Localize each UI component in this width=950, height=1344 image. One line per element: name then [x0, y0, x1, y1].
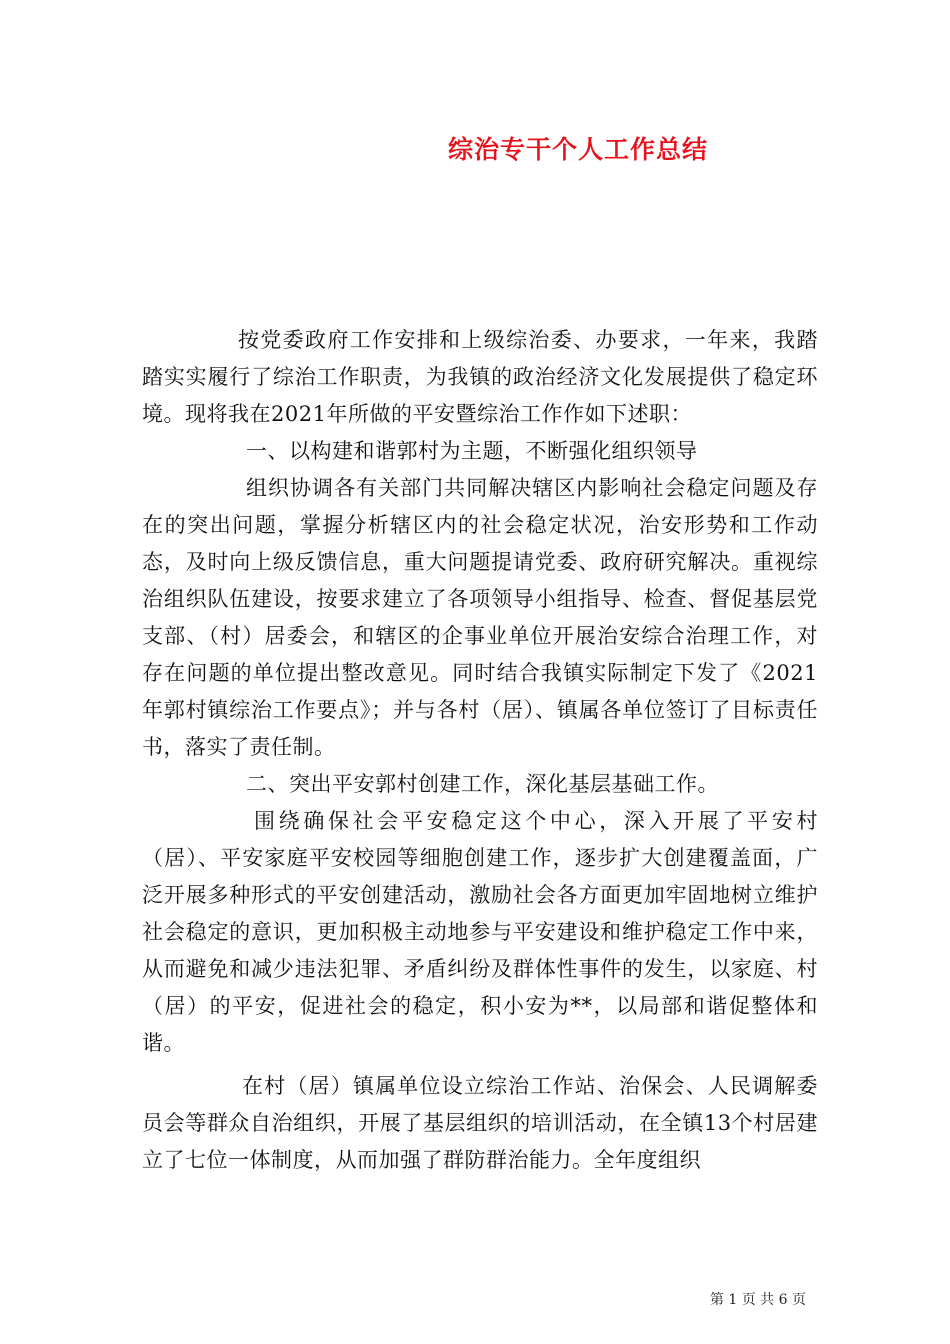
intro-paragraph: 按党委政府工作安排和上级综治委、办要求，一年来，我踏踏实实履行了综治工作职责，为我镇的政治经济文化发展提供了稳定环境。现将我在2021年所做的平安暨综治工作作如下述职：: [142, 328, 818, 426]
section-1-paragraph: 组织协调各有关部门共同解决辖区内影响社会稳定问题及存在的突出问题，掌握分析辖区内的社会稳定状况，治安形势和工作动态，及时向上级反馈信息，重大问题提请党委、政府研究解决。重视综治组织队伍建设，按要求建立了各项领导小组指导、检查、督促基层党支部、（村）居委会，和辖区的企事业单位开展治安综合治理工作，对存在问题的单位提出整改意见。同时结合我镇实际制定下发了《2021年郭村镇综治工作要点》；并与各村（居）、镇属各单位签订了目标责任书，落实了责任制。: [142, 476, 818, 759]
section-2-paragraph-1: 围绕确保社会平安稳定这个中心，深入开展了平安村（居）、平安家庭平安校园等细胞创建工作，逐步扩大创建覆盖面，广泛开展多种形式的平安创建活动，激励社会各方面更加牢固地树立维护社会稳定的意识，更加积极主动地参与平安建设和维护稳定工作中来，从而避免和减少违法犯罪、矛盾纠纷及群体性事件的发生，以家庭、村（居）的平安，促进社会的稳定，积小安为**，以局部和谐促整体和谐。: [142, 809, 818, 1055]
page-number-footer: 第 1 页 共 6 页: [709, 1292, 806, 1308]
document-body: [142, 322, 818, 1179]
section-heading-2: 二、突出平安郭村创建工作，深化基层基础工作。: [246, 772, 719, 796]
document-title: 综治专干个人工作总结: [447, 135, 708, 164]
section-2-paragraph-2: 在村（居）镇属单位设立综治工作站、治保会、人民调解委员会等群众自治组织，开展了基层组织的培训活动，在全镇13个村居建立了七位一体制度，从而加强了群防群治能力。全年度组织: [142, 1074, 818, 1172]
section-heading-1: 一、以构建和谐郭村为主题，不断强化组织领导: [246, 439, 698, 463]
